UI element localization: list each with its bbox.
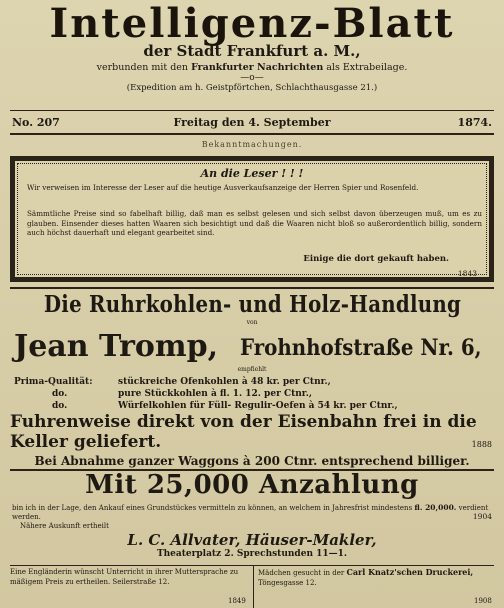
estate-ad-headline: Mit 25,000 Anzahlung <box>85 470 419 500</box>
masthead-title: Intelligenz-Blatt <box>49 0 455 47</box>
coal-ad-footer: Bei Abnahme ganzer Waggons à 200 Ctnr. entsprechend billiger. <box>34 454 470 468</box>
estate-ad-info-line: Nähere Auskunft ertheilt <box>20 522 109 530</box>
estate-ad-amount: fl. 20,000. <box>414 503 457 512</box>
masthead-subtitle: der Stadt Frankfurt a. M., <box>143 42 361 60</box>
classified-right <box>258 568 494 588</box>
section-heading: Bekanntmachungen. <box>201 140 303 149</box>
notice-signature: Einige die dort gekauft haben. <box>303 254 449 264</box>
notice-ref-number: 1843 <box>457 269 477 278</box>
masthead-ornament: —o— <box>240 73 264 83</box>
issue-year: 1874. <box>457 116 492 129</box>
coal-ad-empfiehlt: empfiehlt <box>237 366 267 373</box>
header-rule-top <box>10 110 494 111</box>
notice-box <box>10 156 494 282</box>
price-text: pure Stückkohlen à fl. 1. 12. per Ctnr., <box>118 389 312 399</box>
estate-ad-body-text: bin ich in der Lage, den Ankauf eines Grundstückes vermitteln zu können, an welchem in Jahresfrist mindestens <box>12 504 413 512</box>
issue-row <box>10 113 494 131</box>
estate-ad-body-post: verdient werden. <box>12 504 489 521</box>
masthead <box>0 0 504 94</box>
estate-ad-broker: L. C. Allvater, Häuser-Makler, <box>127 531 377 549</box>
masthead-expedition: (Expedition am h. Geistpförtchen, Schlachthausgasse 21.) <box>126 83 378 93</box>
price-text: stückreiche Ofenkohlen à 48 kr. per Ctnr., <box>118 377 331 387</box>
coal-ad-delivery: Fuhrenweise direkt von der Eisenbahn frei in die Keller geliefert. <box>10 412 477 452</box>
notice-paragraph-2: Sämmtliche Preise sind so fabelhaft billig, daß man es selbst gelesen und sich selbst davon überzeugen muß, um es zu glauben. Einsender dieses hatten Waaren sich besichtigt und daß die Waaren nicht bloß so außerordentlich billig, sondern auch höchst dauerhaft und elegant gearbeitet sind. <box>27 209 482 237</box>
classified-right-ref: 1908 <box>474 597 492 605</box>
coal-ad-von: von <box>246 319 258 326</box>
estate-ad-ref-number: 1904 <box>472 512 492 521</box>
price-label: do. <box>52 389 68 399</box>
coal-ad-merchant-name: Jean Tromp, <box>14 329 219 364</box>
classifieds-column-divider <box>253 566 254 608</box>
header-rule-bottom <box>10 133 494 135</box>
price-label: do. <box>52 401 68 411</box>
classified-right-pre: Mädchen gesucht in der <box>258 569 347 577</box>
coal-ad-address: Frohnhofstraße Nr. 6, <box>240 335 482 361</box>
estate-ad-address: Theaterplatz 2. Sprechstunden 11—1. <box>156 549 348 559</box>
issue-number: No. 207 <box>12 116 60 129</box>
affiliation-pre: verbunden mit den <box>96 62 192 73</box>
affiliation-paper: Frankfurter Nachrichten <box>191 62 324 73</box>
coal-ad-ref-number: 1888 <box>471 440 492 449</box>
issue-date: Freitag den 4. September <box>173 116 331 129</box>
price-label: Prima-Qualität: <box>14 377 93 387</box>
classified-left-ref: 1849 <box>228 597 246 605</box>
notice-paragraph-1: Wir verweisen im Interesse der Leser auf die heutige Ausverkaufsanzeige der Herren Spier und Rosenfeld. <box>27 183 419 192</box>
classifieds-rule <box>10 565 494 566</box>
affiliation-post: als Extrabeilage. <box>323 62 408 73</box>
notice-title: An die Leser ! ! ! <box>200 167 304 180</box>
estate-ad-body <box>12 503 492 522</box>
price-text: Würfelkohlen für Füll- Regulir-Oefen à 54 kr. per Ctnr., <box>118 401 398 411</box>
coal-ad-headline: Die Ruhrkohlen- und Holz-Handlung <box>43 291 462 318</box>
classified-left: Eine Engländerin wünscht Unterricht in ihrer Muttersprache zu mäßigem Preis zu ertheilen. Seilerstraße 12. <box>10 568 239 586</box>
ad-divider-1 <box>10 287 494 289</box>
classified-right-post: Töngesgasse 12. <box>258 578 317 587</box>
classified-right-name: Carl Knatz'schen Druckerei, <box>346 567 474 577</box>
